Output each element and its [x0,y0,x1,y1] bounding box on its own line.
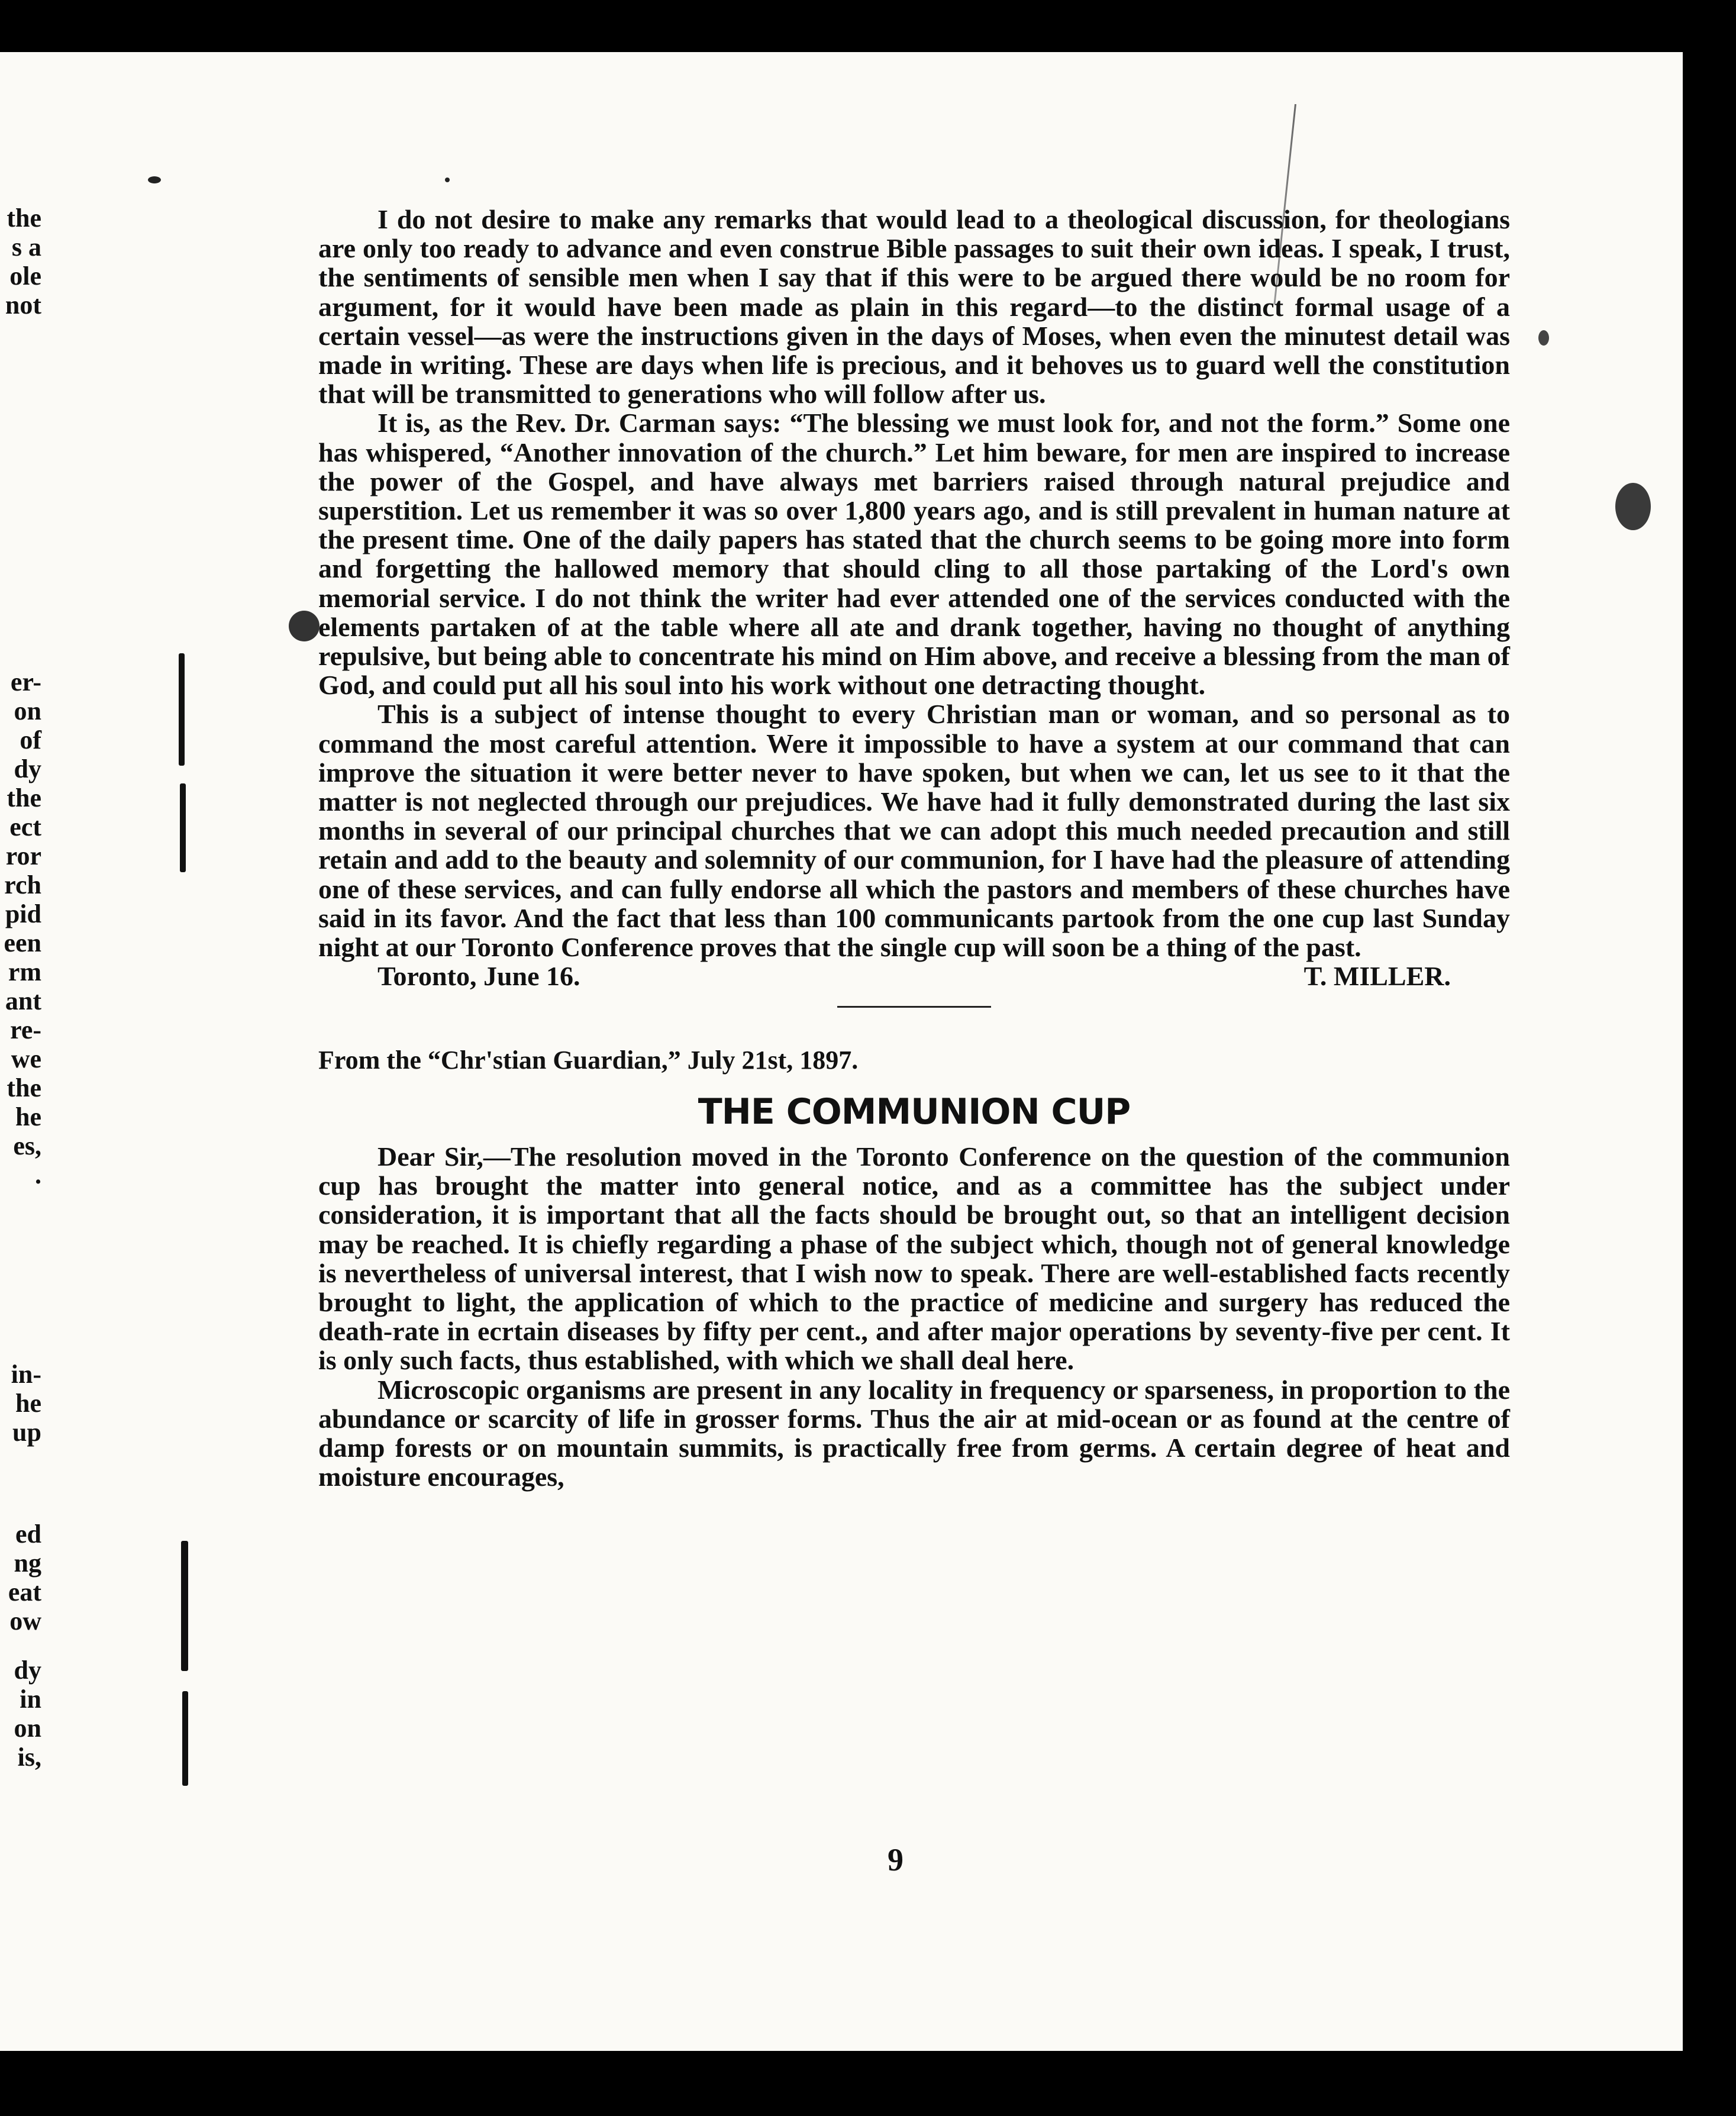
prev-column-line: he [15,1389,41,1418]
prev-column-line: is, [17,1743,41,1772]
ink-blot [1615,483,1651,530]
prev-column-line: in- [11,1360,41,1389]
prev-column-line: een [4,928,41,957]
prev-column-line: rch [4,870,41,899]
prev-column-line: up [12,1418,41,1447]
prev-column-line: eat [8,1578,41,1607]
prev-column-line: the [7,783,41,812]
gutter-mark [180,783,186,872]
article-paragraph-1: Dear Sir,—The resolution moved in the Toronto Conference on the question of the communion cup has brought the matter into general notice, and as a committee has the subject under consideration, it is important that all the facts should be brought out, so that an intelligent decision may be reached. It is chiefly regarding a phase of the subject which, though not of general knowledge is nevertheless of universal interest, that I wish now to speak. There are well-established facts recently brought to light, the application of which to the practice of medicine and surgery has reduced the death-rate in ecrtain diseases by fifty per cent., and after major operations by seventy-five per cent. It is only such facts, thus established, with which we shall deal here. [318,1141,1510,1376]
prev-column-line: on [14,1714,41,1743]
prev-column-line: dy [14,754,41,783]
page-content [318,205,1510,1491]
letter-signoff [318,962,1510,991]
scan-speck [148,176,161,183]
prev-column-line: s a [11,233,41,262]
gutter-mark [179,653,185,766]
prev-column-line: of [20,725,41,754]
prev-column-line: the [7,204,41,233]
prev-column-line: we [11,1044,41,1073]
prev-column-line: ect [9,812,41,841]
prev-column-line: he [15,1102,41,1131]
prev-column-line: . [35,1160,41,1189]
scan-border-right [1683,0,1736,2116]
prev-column-line: es, [13,1131,41,1160]
prev-column-line: rm [8,957,41,986]
scan-border-bottom [0,2051,1736,2116]
prev-column-line: ng [14,1549,41,1578]
prev-column-line: ed [15,1520,41,1549]
prev-column-fragment-5 [0,1656,41,1772]
prev-column-line: the [7,1073,41,1102]
page-sheet [0,52,1683,2051]
prev-column-line: in [20,1685,41,1714]
prev-column-fragment-4 [0,1520,41,1636]
prev-column-line: ror [5,841,41,870]
gutter-mark [181,1541,188,1671]
scan-border-top [0,0,1736,52]
prev-column-fragment-3 [0,1360,41,1447]
scan-speck [445,178,450,182]
prev-column-line: dy [14,1656,41,1685]
prev-column-line: ole [9,262,41,291]
prev-column-line: on [14,696,41,725]
scan-speck [1538,330,1549,346]
prev-column-fragment-1 [0,204,41,320]
letter-paragraph-2: It is, as the Rev. Dr. Carman says: “The blessing we must look for, and not the form.” Some one has whispered, “Another innovation of the church.” Let him beware, for men are inspired to increase the power of the Gospel, and have always met barriers raised through natural prejudice and superstition. Let us remember it was so over 1,800 years ago, and is still prevalent in human nature at the present time. One of the daily papers has stated that the church seems to be going more into form and forgetting the hallowed memory that should cling to all those partaking of the Lord's own memorial service. I do not think the writer had ever attended one of the services conducted with the elements partaken of at the table where all ate and drank together, having no thought of anything repulsive, but being able to concentrate his mind on Him above, and receive a blessing from the man of God, and could put all his soul into his work without one detracting thought. [318,408,1510,701]
article-heading: THE COMMUNION CUP [698,1091,1131,1133]
letter-place-date: Toronto, June 16. [377,961,580,992]
letter-paragraph-1: I do not desire to make any remarks that would lead to a theological discussion, for theologians are only too ready to advance and even construe Bible passages to suit their own ideas. I speak, I trust, the sentiments of sensible men when I say that if this were to be argued there would be no room for argument, for it would have been made as plain in this regard—to the distinct formal usage of a certain vessel—as were the instructions given in the days of Moses, when even the minutest detail was made in writing. These are days when life is precious, and it behoves us to guard well the constitution that will be transmitted to generations who will follow after us. [318,204,1510,409]
letter-author: T. MILLER. [1303,961,1451,992]
prev-column-line: ow [9,1607,41,1636]
prev-column-line: pid [5,899,41,928]
gutter-mark [182,1691,188,1786]
prev-column-line: re- [10,1015,41,1044]
article-paragraph-2: Microscopic organisms are present in any locality in frequency or sparseness, in proportion to the abundance or scarcity of life in grosser forms. Thus the air at mid-ocean or as found at the centre of damp forests or on mountain summits, is practically free from germs. A certain degree of heat and moisture encourages, [318,1374,1510,1492]
letter-paragraph-3: This is a subject of intense thought to every Christian man or woman, and so personal as to command the most careful attention. Were it impossible to have a system at our command that can improve the situation it were better never to have spoken, but when we can, let us see to it that the matter is not neglected through our prejudices. We have had it fully demonstrated during the last six months in several of our principal churches that we can adopt this much needed precaution and still retain and add to the beauty and solemnity of our communion, for I have had the pleasure of attending one of these services, and can fully endorse all which the pastors and members of these churches have said in its favor. And the fact that less than 100 communicants partook from the one cup last Sunday night at our Toronto Conference proves that the single cup will soon be a thing of the past. [318,699,1510,963]
prev-column-line: er- [10,667,41,696]
page-number: 9 [888,1842,904,1878]
prev-column-fragment-2 [0,667,41,1189]
prev-column-line: not [5,291,41,320]
section-divider [837,1006,991,1008]
prev-column-line: ant [5,986,41,1015]
ink-blot [289,611,320,641]
source-line: From the “Chr'stian Guardian,” July 21st, 1897. [318,1046,859,1075]
